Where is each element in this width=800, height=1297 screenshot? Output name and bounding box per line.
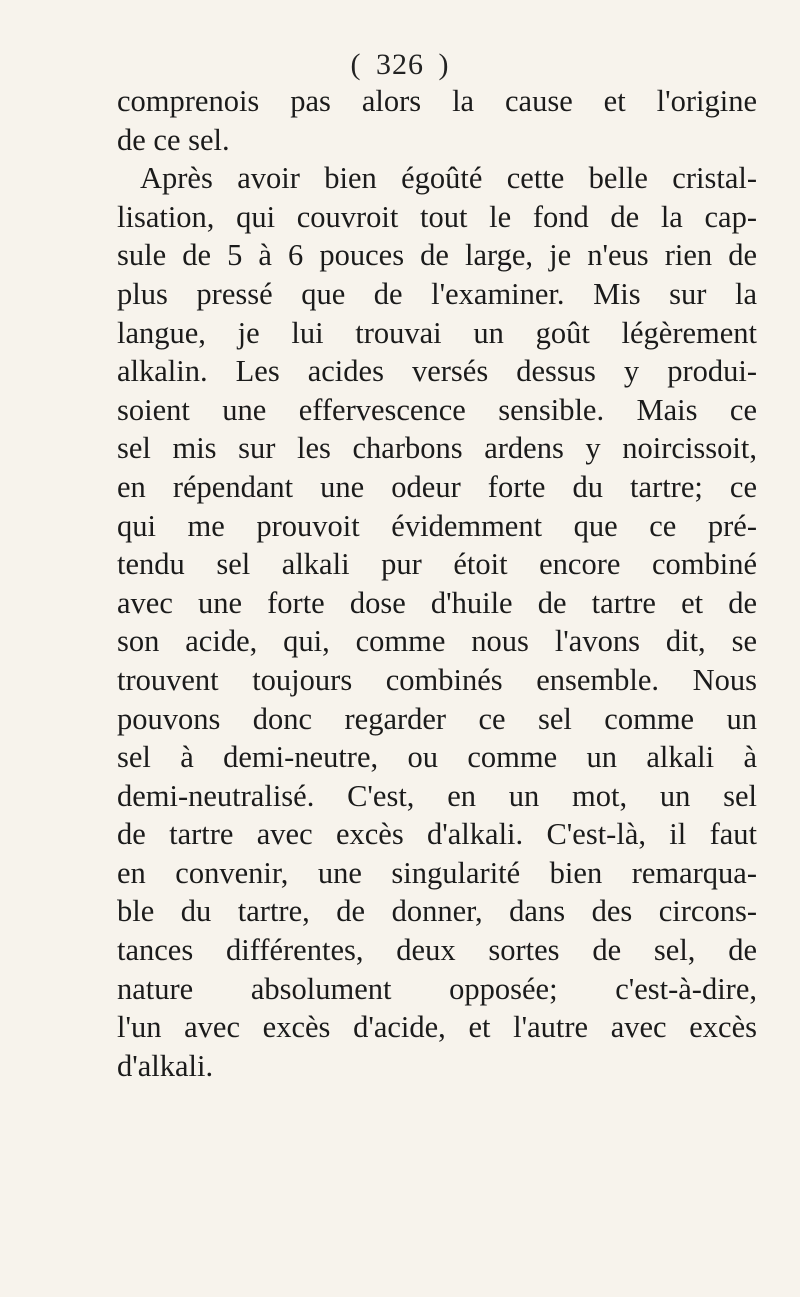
text-line: d'alkali. (117, 1048, 214, 1083)
text-line: comprenois pas alors la cause et l'origine (117, 84, 757, 118)
header-close-paren: ) (438, 48, 450, 81)
text-line: de tartre avec excès d'alkali. C'est-là, il faut (117, 817, 757, 852)
header-open-paren: ( (350, 48, 362, 81)
text-line: de ce sel. (117, 122, 230, 157)
text-line: alkalin. Les acides versés dessus y produi- (117, 354, 757, 389)
text-line: en convenir, une singularité bien remarqua- (117, 855, 757, 890)
text-line: sel mis sur les charbons ardens y noircissoit, (117, 431, 757, 466)
page-number: 326 (376, 48, 424, 81)
text-line: son acide, qui, comme nous l'avons dit, se (117, 624, 757, 659)
text-line: soient une effervescence sensible. Mais ce (117, 392, 757, 427)
page-header (0, 48, 800, 82)
text-line: sel à demi-neutre, ou comme un alkali à (117, 740, 757, 775)
text-line: tendu sel alkali pur étoit encore combiné (117, 547, 757, 582)
text-line: langue, je lui trouvai un goût légèrement (117, 315, 757, 350)
text-line: tances différentes, deux sortes de sel, de (117, 933, 757, 968)
text-line: en répendant une odeur forte du tartre; ce (117, 469, 757, 504)
text-line: qui me prouvoit évidemment que ce pré- (117, 508, 757, 543)
text-line: nature absolument opposée; c'est-à-dire, (117, 971, 757, 1006)
text-line: l'un avec excès d'acide, et l'autre avec excès (117, 1010, 757, 1045)
text-line: ble du tartre, de donner, dans des circons- (117, 894, 757, 929)
text-line: Après avoir bien égoûté cette belle cristal- (140, 161, 757, 196)
body-text (117, 82, 757, 1085)
text-line: trouvent toujours combinés ensemble. Nous (117, 662, 757, 697)
text-line: plus pressé que de l'examiner. Mis sur la (117, 276, 757, 311)
text-line: avec une forte dose d'huile de tartre et de (117, 585, 757, 620)
text-line: demi-neutralisé. C'est, en un mot, un sel (117, 778, 757, 813)
text-line: sule de 5 à 6 pouces de large, je n'eus rien de (117, 238, 757, 273)
text-line: lisation, qui couvroit tout le fond de la cap- (117, 199, 757, 234)
text-line: pouvons donc regarder ce sel comme un (117, 701, 757, 736)
